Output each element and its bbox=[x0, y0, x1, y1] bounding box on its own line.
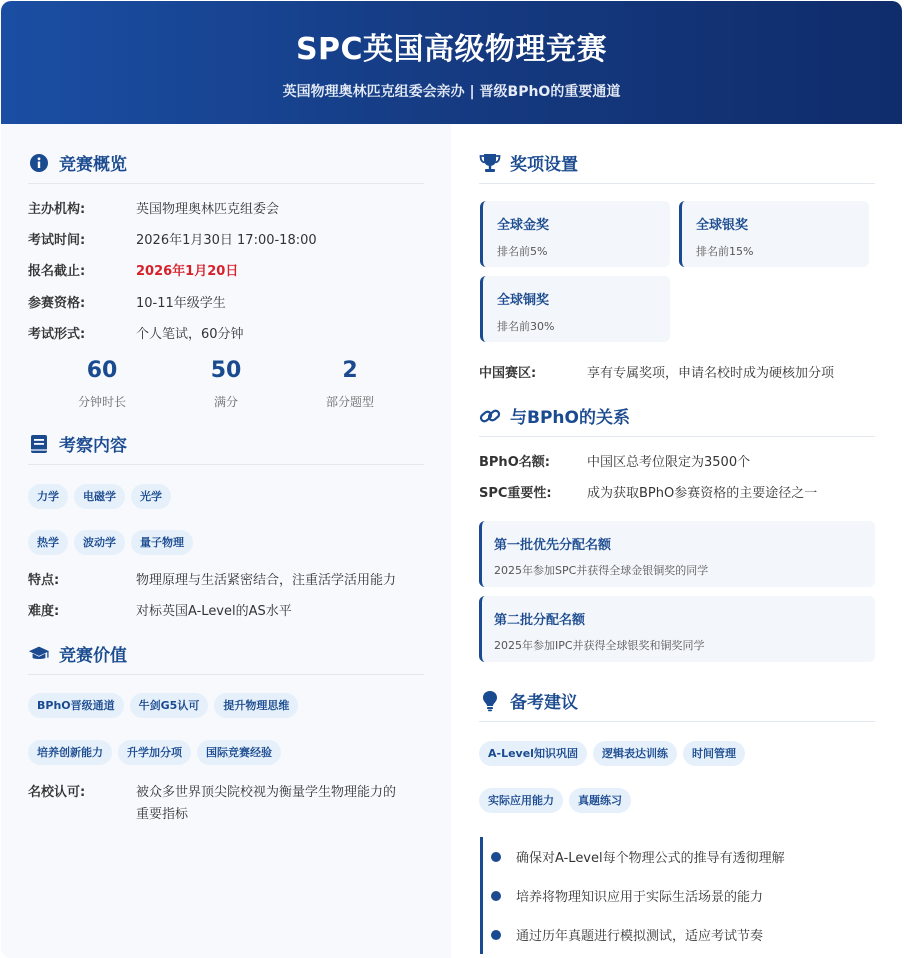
stat-item bbox=[47, 358, 157, 410]
overview-label: 参赛资格: bbox=[28, 296, 86, 311]
page-subtitle: 英国物理奥林匹克组委会亲办 | 晋级BPhO的重要通道 bbox=[282, 84, 621, 100]
overview-heading: 竞赛概览 bbox=[59, 155, 127, 175]
topic-tag: 波动学 bbox=[74, 530, 125, 555]
bpho-heading: 与BPhO的关系 bbox=[510, 408, 630, 428]
award-desc: 排名前5% bbox=[497, 245, 548, 258]
deadline-value: 2026年1月20日 bbox=[136, 264, 239, 279]
prep-tag: A-Level知识巩固 bbox=[479, 741, 587, 766]
china-region-value: 享有专属奖项，申请名校时成为硬核加分项 bbox=[587, 366, 835, 381]
tip-item bbox=[491, 876, 875, 915]
overview-value: 个人笔试，60分钟 bbox=[136, 327, 244, 342]
content-label: 特点: bbox=[28, 573, 60, 588]
award-desc: 排名前15% bbox=[696, 245, 754, 258]
value-tags bbox=[28, 740, 424, 765]
bpho-row bbox=[479, 485, 875, 503]
prep-tag: 实际应用能力 bbox=[479, 788, 563, 813]
prep-heading: 备考建议 bbox=[510, 693, 578, 713]
left-column bbox=[1, 124, 451, 958]
bpho-label: BPhO名额: bbox=[479, 455, 550, 470]
award-name: 全球银奖 bbox=[696, 218, 749, 233]
tip-item bbox=[491, 915, 875, 954]
award-desc: 排名前30% bbox=[497, 320, 555, 333]
content-row bbox=[28, 572, 424, 590]
award-name: 全球铜奖 bbox=[497, 293, 550, 308]
topic-tag: 电磁学 bbox=[74, 484, 125, 509]
value-tag: 牛剑G5认可 bbox=[130, 693, 209, 718]
overview-value: 英国物理奥林匹克组委会 bbox=[136, 202, 280, 217]
awards-grid bbox=[479, 201, 875, 342]
tip-text: 通过历年真题进行模拟测试，适应考试节奏 bbox=[516, 929, 764, 944]
batch-name: 第一批优先分配名额 bbox=[494, 538, 612, 553]
award-card bbox=[480, 276, 670, 342]
value-value bbox=[136, 782, 396, 826]
topic-tag: 热学 bbox=[28, 530, 68, 555]
content-heading: 考察内容 bbox=[59, 436, 127, 456]
content-label: 难度: bbox=[28, 604, 60, 619]
stat-number: 2 bbox=[342, 358, 358, 383]
content-tags bbox=[28, 530, 424, 555]
topic-tag: 力学 bbox=[28, 484, 68, 509]
value-tag: 培养创新能力 bbox=[28, 740, 112, 765]
awards-section-title bbox=[479, 144, 875, 184]
tips-list bbox=[480, 837, 875, 954]
batch-card bbox=[479, 596, 875, 662]
graduation-cap-icon bbox=[28, 643, 50, 665]
awards-heading: 奖项设置 bbox=[510, 155, 578, 175]
content-value: 物理原理与生活紧密结合，注重活学活用能力 bbox=[136, 573, 397, 588]
value-tag: 国际竞赛经验 bbox=[197, 740, 281, 765]
page-header bbox=[1, 1, 902, 124]
prep-tags bbox=[479, 788, 875, 813]
stats-row bbox=[28, 358, 424, 410]
stat-label: 分钟时长 bbox=[77, 395, 126, 409]
value-tag: BPhO晋级通道 bbox=[28, 693, 124, 718]
bullet-icon bbox=[491, 930, 501, 940]
value-value-line1: 被众多世界顶尖院校视为衡量学生物理能力的 bbox=[136, 785, 397, 800]
value-tag: 升学加分项 bbox=[118, 740, 191, 765]
tip-text: 确保对A-Level每个物理公式的推导有透彻理解 bbox=[516, 851, 785, 866]
stat-label: 部分题型 bbox=[325, 395, 374, 409]
content-row bbox=[28, 603, 424, 621]
bpho-section-title bbox=[479, 397, 875, 437]
overview-row bbox=[28, 295, 424, 313]
batch-name: 第二批分配名额 bbox=[494, 613, 586, 628]
overview-section-title bbox=[28, 144, 424, 184]
trophy-icon bbox=[479, 152, 501, 174]
award-card bbox=[679, 201, 869, 267]
value-row bbox=[28, 782, 424, 826]
right-column bbox=[451, 124, 902, 958]
value-value-line2: 重要指标 bbox=[136, 807, 189, 822]
topic-tag: 光学 bbox=[131, 484, 171, 509]
competition-page bbox=[1, 1, 902, 958]
tip-item bbox=[491, 837, 875, 876]
prep-section-title bbox=[479, 682, 875, 722]
book-icon bbox=[28, 433, 50, 455]
value-tag: 提升物理思维 bbox=[214, 693, 298, 718]
topic-tag: 量子物理 bbox=[131, 530, 193, 555]
stat-item bbox=[171, 358, 281, 410]
content-section-title bbox=[28, 425, 424, 465]
bpho-value: 中国区总考位限定为3500个 bbox=[587, 455, 751, 470]
stat-label: 满分 bbox=[213, 395, 238, 409]
prep-tag: 逻辑表达训练 bbox=[593, 741, 677, 766]
overview-row bbox=[28, 326, 424, 344]
award-card bbox=[480, 201, 670, 267]
bullet-icon bbox=[491, 852, 501, 862]
bpho-row bbox=[479, 454, 875, 472]
overview-label: 主办机构: bbox=[28, 202, 86, 217]
overview-label: 报名截止: bbox=[28, 264, 86, 279]
content-value: 对标英国A-Level的AS水平 bbox=[136, 604, 292, 619]
tip-text: 培养将物理知识应用于实际生活场景的能力 bbox=[516, 890, 764, 905]
award-name: 全球金奖 bbox=[497, 218, 550, 233]
overview-row bbox=[28, 232, 424, 250]
batch-desc: 2025年参加IPC并获得全球银奖和铜奖同学 bbox=[494, 639, 705, 652]
value-label: 名校认可: bbox=[28, 785, 86, 800]
link-icon bbox=[479, 405, 501, 427]
china-region-label: 中国赛区: bbox=[479, 366, 537, 381]
batch-desc: 2025年参加SPC并获得全球金银铜奖的同学 bbox=[494, 564, 709, 577]
value-section-title bbox=[28, 635, 424, 675]
overview-label: 考试形式: bbox=[28, 327, 86, 342]
overview-value: 10-11年级学生 bbox=[136, 296, 226, 311]
lightbulb-icon bbox=[479, 690, 501, 712]
value-tags bbox=[28, 693, 424, 718]
overview-row bbox=[28, 201, 424, 219]
overview-label: 考试时间: bbox=[28, 233, 86, 248]
china-region-row bbox=[479, 365, 875, 383]
batch-card bbox=[479, 521, 875, 587]
prep-tag: 真题练习 bbox=[569, 788, 631, 813]
info-circle-icon bbox=[28, 152, 50, 174]
bpho-value: 成为获取BPhO参赛资格的主要途径之一 bbox=[587, 486, 818, 501]
page-title: SPC英国高级物理竞赛 bbox=[295, 32, 608, 67]
prep-tag: 时间管理 bbox=[683, 741, 745, 766]
stat-number: 50 bbox=[210, 358, 242, 383]
content-tags bbox=[28, 484, 424, 509]
overview-row bbox=[28, 263, 424, 281]
stat-item bbox=[295, 358, 405, 410]
bpho-label: SPC重要性: bbox=[479, 486, 552, 501]
overview-value: 2026年1月30日 17:00-18:00 bbox=[136, 233, 317, 248]
stat-number: 60 bbox=[86, 358, 118, 383]
bullet-icon bbox=[491, 891, 501, 901]
value-heading: 竞赛价值 bbox=[59, 646, 127, 666]
prep-tags bbox=[479, 741, 875, 766]
